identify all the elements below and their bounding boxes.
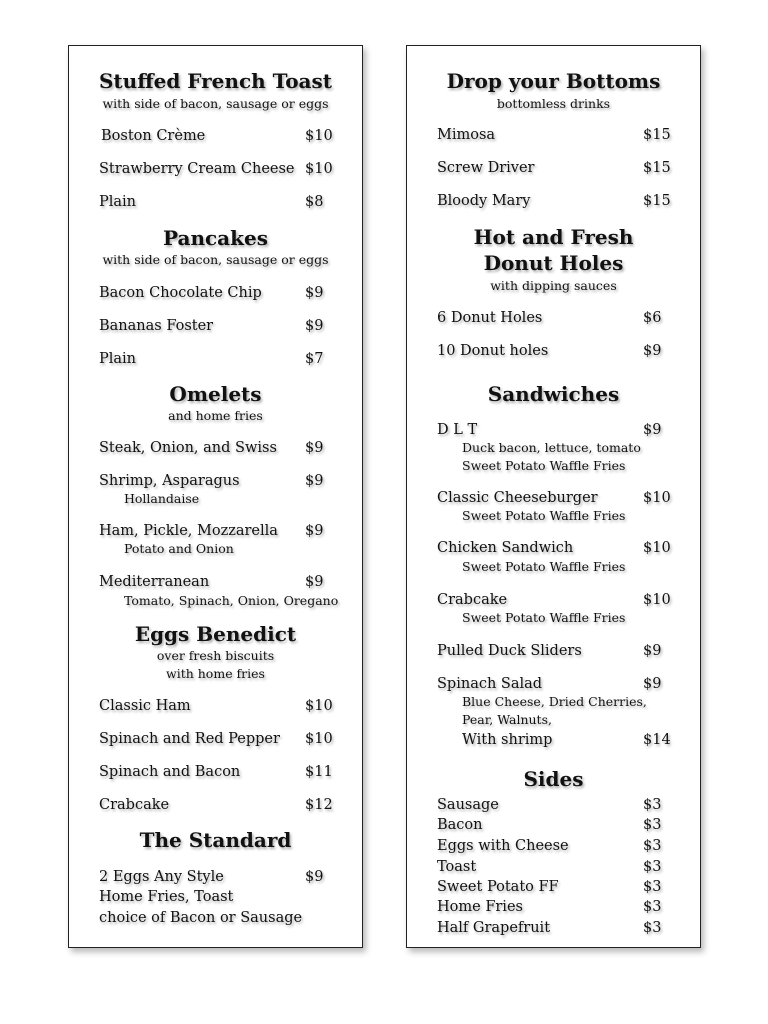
side-item-name: Home Fries: [437, 899, 523, 915]
menu-item-detail: choice of Bacon or Sausage: [99, 910, 303, 926]
side-item-name: Half Grapefruit: [437, 920, 551, 936]
menu-item-price: $9: [305, 440, 324, 456]
side-item-name: Toast: [437, 859, 477, 875]
menu-item-price: $15: [643, 193, 671, 209]
menu-item-price: $9: [643, 643, 662, 659]
menu-item-name: D L T: [437, 422, 478, 438]
section-title-donut-holes: Donut Holes: [483, 251, 624, 275]
menu-item-name: Plain: [99, 194, 137, 210]
menu-item-name: Spinach and Bacon: [99, 764, 241, 780]
section-subtitle-eggs-benedict: over fresh biscuits: [156, 648, 275, 663]
menu-item-description: Blue Cheese, Dried Cherries,: [462, 694, 647, 709]
menu-item-description: Duck bacon, lettuce, tomato: [462, 440, 641, 455]
menu-item-description: Sweet Potato Waffle Fries: [462, 559, 626, 574]
menu-item-price: $12: [305, 797, 333, 813]
menu-item-description: Sweet Potato Waffle Fries: [462, 508, 626, 523]
menu-item-description: Hollandaise: [124, 491, 200, 506]
menu-item-description: Sweet Potato Waffle Fries: [462, 610, 626, 625]
menu-item-description: Sweet Potato Waffle Fries: [462, 458, 626, 473]
section-title-sides: Sides: [523, 767, 584, 791]
menu-item-description: Pear, Walnuts,: [462, 712, 552, 727]
menu-item-name: Plain: [99, 351, 137, 367]
menu-item-name: Classic Cheeseburger: [437, 490, 598, 506]
menu-item-name: Steak, Onion, and Swiss: [99, 440, 277, 456]
menu-item-name: Bloody Mary: [437, 193, 531, 209]
side-item-price: $3: [643, 879, 662, 895]
menu-item-name: Spinach and Red Pepper: [99, 731, 280, 747]
menu-item-price: $9: [305, 318, 324, 334]
side-item-price: $3: [643, 899, 662, 915]
menu-item-name: Shrimp, Asparagus: [99, 473, 240, 489]
menu-item-price: $9: [643, 422, 662, 438]
menu-item-option: With shrimp: [462, 732, 553, 748]
section-title-omelets: Omelets: [169, 382, 262, 406]
menu-item-name: Classic Ham: [99, 698, 191, 714]
side-item-name: Bacon: [437, 817, 483, 833]
side-item-price: $3: [643, 920, 662, 936]
section-subtitle-eggs-benedict: with home fries: [166, 666, 265, 681]
menu-item-description: Potato and Onion: [124, 541, 234, 556]
menu-item-price: $9: [305, 574, 324, 590]
menu-item-price: $10: [643, 592, 671, 608]
section-subtitle-omelets: and home fries: [168, 408, 263, 423]
menu-item-price: $10: [643, 540, 671, 556]
section-title-pancakes: Pancakes: [163, 226, 268, 250]
menu-item-price: $14: [643, 732, 671, 748]
menu-item-price: $6: [643, 310, 662, 326]
menu-item-name: Spinach Salad: [437, 676, 543, 692]
side-item-price: $3: [643, 797, 662, 813]
section-subtitle-french-toast: with side of bacon, sausage or eggs: [102, 96, 329, 111]
menu-item-price: $11: [305, 764, 333, 780]
section-title-donut-holes: Hot and Fresh: [473, 225, 634, 249]
menu-item-price: $7: [305, 351, 324, 367]
menu-item-name: Bacon Chocolate Chip: [99, 285, 262, 301]
menu-panel-left: [68, 45, 363, 948]
section-title-french-toast: Stuffed French Toast: [98, 69, 333, 93]
menu-item-name: 6 Donut Holes: [437, 310, 543, 326]
side-item-price: $3: [643, 838, 662, 854]
menu-item-name: Crabcake: [99, 797, 170, 813]
menu-item-name: 10 Donut holes: [437, 343, 549, 359]
menu-item-name: Chicken Sandwich: [437, 540, 574, 556]
section-subtitle-donut-holes: with dipping sauces: [490, 278, 617, 293]
menu-item-price: $9: [305, 869, 324, 885]
side-item-name: Sweet Potato FF: [437, 879, 559, 895]
section-title-drinks: Drop your Bottoms: [446, 69, 661, 93]
menu-item-price: $10: [305, 698, 333, 714]
menu-item-name: Mimosa: [437, 127, 496, 143]
side-item-name: Sausage: [437, 797, 499, 813]
menu-item-name: Strawberry Cream Cheese: [99, 161, 295, 177]
side-item-price: $3: [643, 859, 662, 875]
menu-item-price: $9: [643, 343, 662, 359]
menu-item-price: $9: [305, 523, 324, 539]
section-subtitle-pancakes: with side of bacon, sausage or eggs: [102, 252, 329, 267]
side-item-price: $3: [643, 817, 662, 833]
menu-item-description: Tomato, Spinach, Onion, Oregano: [124, 593, 339, 608]
menu-item-price: $9: [305, 473, 324, 489]
menu-item-name: 2 Eggs Any Style: [99, 869, 224, 885]
section-subtitle-drinks: bottomless drinks: [496, 96, 611, 111]
menu-item-name: Boston Crème: [101, 128, 206, 144]
menu-item-name: Pulled Duck Sliders: [437, 643, 582, 659]
section-title-eggs-benedict: Eggs Benedict: [134, 622, 297, 646]
menu-item-price: $10: [305, 161, 333, 177]
menu-item-price: $10: [305, 731, 333, 747]
menu-item-name: Crabcake: [437, 592, 508, 608]
menu-item-price: $10: [305, 128, 333, 144]
menu-item-price: $10: [643, 490, 671, 506]
menu-item-price: $9: [643, 676, 662, 692]
menu-item-price: $8: [305, 194, 324, 210]
menu-item-price: $9: [305, 285, 324, 301]
section-title-sandwiches: Sandwiches: [487, 382, 620, 406]
section-title-the-standard: The Standard: [139, 828, 292, 852]
menu-item-name: Ham, Pickle, Mozzarella: [99, 523, 278, 539]
menu-item-price: $15: [643, 160, 671, 176]
menu-item-name: Screw Driver: [437, 160, 535, 176]
side-item-name: Eggs with Cheese: [437, 838, 569, 854]
menu-item-name: Mediterranean: [99, 574, 210, 590]
menu-item-name: Bananas Foster: [99, 318, 214, 334]
menu-panel-right: [406, 45, 701, 948]
menu-item-detail: Home Fries, Toast: [99, 889, 234, 905]
menu-item-price: $15: [643, 127, 671, 143]
